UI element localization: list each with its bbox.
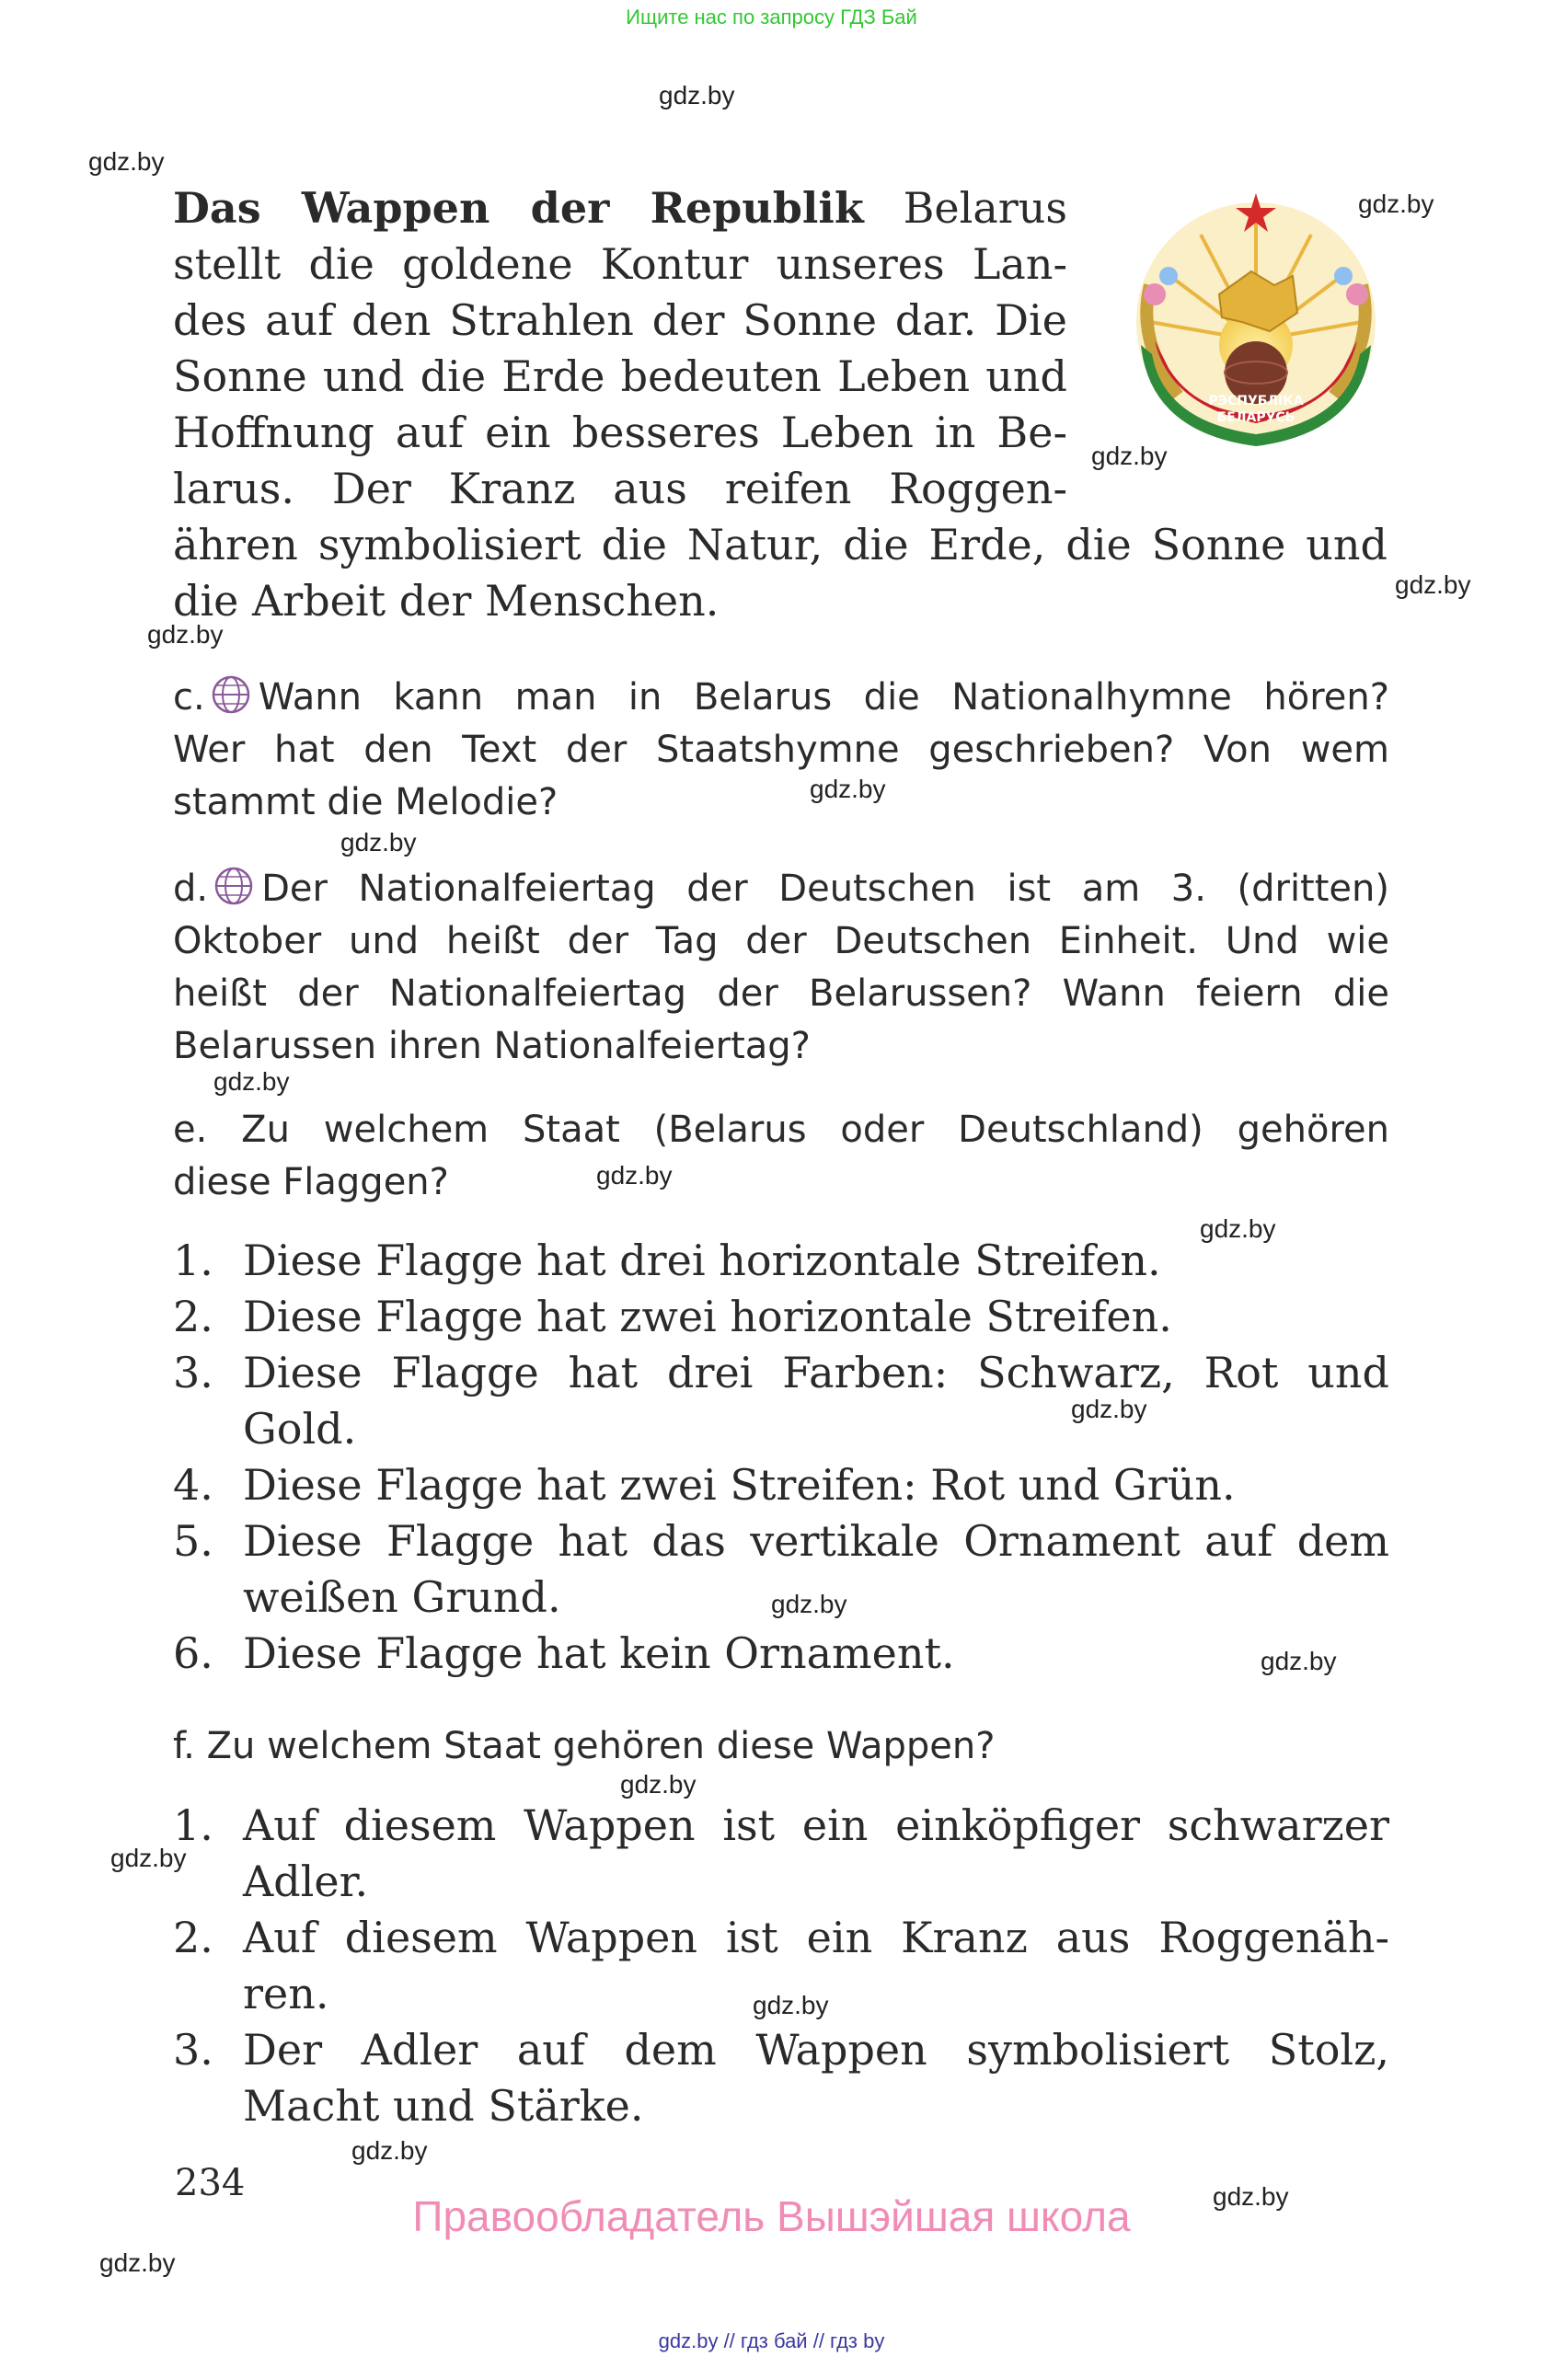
watermark: gdz.by [88,147,165,176]
watermark: gdz.by [659,81,735,109]
task-d-line2: Oktober und heißt der Tag der Deutschen Einheit. Und wie [173,920,1389,962]
watermark: gdz.by [99,2248,176,2277]
task-f [173,1720,1389,1773]
list-item [173,1345,1389,1457]
watermark: gdz.by [771,1590,847,1618]
task-c-line3: stammt die Melodie? [173,781,558,823]
task-d-line4: Belarussen ihren Nationalfeiertag? [173,1025,811,1067]
task-d [173,863,1389,1073]
item-text: Adler. [243,1857,369,1906]
watermark: gdz.by [596,1161,673,1190]
intro-line [173,180,1067,236]
item-number: 1. [173,1236,213,1285]
intro-line: ähren symbolisiert die Natur, die Erde, die Sonne und [173,520,1388,569]
watermark: gdz.by [1213,2182,1289,2211]
task-f-heading: f. Zu welchem Staat gehören diese Wappen? [173,1725,996,1767]
watermark: gdz.by [110,1844,187,1872]
item-text: Diese Flagge hat zwei Streifen: Rot und Grün. [243,1460,1236,1510]
item-text: Auf diesem Wappen ist ein einköpfiger schwarzer [243,1800,1389,1850]
watermark: gdz.by [1200,1214,1276,1243]
watermark: gdz.by [147,620,224,649]
list-item [173,2022,1389,2134]
list-item [173,1289,1389,1345]
item-text: Macht und Stärke. [243,2081,644,2131]
ribbon-text-1: РЭСПУБЛІКА [1208,394,1304,408]
watermark: gdz.by [1395,570,1471,599]
intro-bold-lead: Das Wappen der Republik [173,183,864,233]
list-item [173,1457,1389,1513]
item-text: Diese Flagge hat drei horizontale Streifen. [243,1236,1161,1285]
task-d-line3: heißt der Nationalfeiertag der Belarussen? Wann feiern die [173,972,1389,1015]
list-item [173,1910,1389,2022]
watermark: gdz.by [213,1067,290,1096]
task-c [173,672,1389,829]
watermark: gdz.by [340,828,417,857]
footer-links: gdz.by // гдз бай // гдз by [658,2329,885,2352]
task-c-line2: Wer hat den Text der Staatshymne geschrieben? Von wem [173,729,1389,771]
task-e [173,1104,1389,1209]
belarus-emblem-image [1113,184,1399,469]
copyright-notice: Правообладатель Вышэйшая школа [412,2192,1131,2240]
list-item [173,1798,1389,1910]
intro-line1-rest: Belarus [903,183,1068,233]
watermark: gdz.by [351,2136,428,2165]
task-c-text: Wann kann man in Belarus die Nationalhymne hören? [258,676,1389,719]
page-number: 234 [175,2162,246,2204]
item-number: 4. [173,1460,213,1510]
intro-line: des auf den Strahlen der Sonne dar. Die [173,295,1067,345]
task-c-label: c. [173,676,205,719]
flag-statement-list [173,1233,1389,1682]
watermark: gdz.by [1358,190,1434,218]
top-banner: Ищите нас по запросу ГДЗ Бай [626,6,917,29]
internet-globe-icon [211,674,251,715]
task-d-text: Der Nationalfeiertag der Deutschen ist am 3. (dritten) [261,868,1389,910]
intro-line: stellt die goldene Kontur unseres Lan- [173,239,1067,289]
item-number: 2. [173,1913,213,1962]
item-text: Auf diesem Wappen ist ein Kranz aus Roggenäh- [243,1913,1389,1962]
item-text: ren. [243,1969,329,2018]
task-c-line1 [173,672,1389,724]
intro-line: die Arbeit der Menschen. [173,576,720,626]
item-number: 5. [173,1516,213,1566]
item-number: 3. [173,2025,213,2075]
watermark: gdz.by [753,1991,829,2019]
item-number: 1. [173,1800,213,1850]
internet-globe-icon [213,866,254,906]
item-text: Diese Flagge hat kein Ornament. [243,1628,955,1678]
item-text: Gold. [243,1404,357,1454]
item-text: Diese Flagge hat das vertikale Ornament auf dem [243,1516,1389,1566]
task-d-label: d. [173,868,209,910]
intro-line: Sonne und die Erde bedeuten Leben und [173,351,1067,401]
list-item [173,1626,1389,1682]
item-text: Diese Flagge hat zwei horizontale Streifen. [243,1292,1172,1341]
watermark: gdz.by [620,1770,697,1799]
list-item [173,1233,1389,1289]
task-d-line1 [173,863,1389,915]
item-text: Der Adler auf dem Wappen symbolisiert Stolz, [243,2025,1389,2075]
item-text: weißen Grund. [243,1572,561,1622]
watermark: gdz.by [810,775,886,803]
watermark: gdz.by [1091,442,1168,470]
item-text: Diese Flagge hat drei Farben: Schwarz, Rot und [243,1348,1389,1397]
task-e-line2: diese Flaggen? [173,1161,449,1203]
item-number: 6. [173,1628,213,1678]
task-e-line1: e. Zu welchem Staat (Belarus oder Deutschland) gehören [173,1109,1389,1151]
ribbon-text-2: БЕЛАРУСЬ [1216,410,1295,425]
coat-of-arms-statement-list [173,1798,1389,2134]
intro-line: Hoffnung auf ein besseres Leben in Be- [173,408,1067,457]
intro-line: larus. Der Kranz aus reifen Roggen- [173,464,1067,513]
watermark: gdz.by [1071,1395,1147,1423]
item-number: 3. [173,1348,213,1397]
list-item [173,1513,1389,1626]
watermark: gdz.by [1261,1647,1337,1675]
item-number: 2. [173,1292,213,1341]
